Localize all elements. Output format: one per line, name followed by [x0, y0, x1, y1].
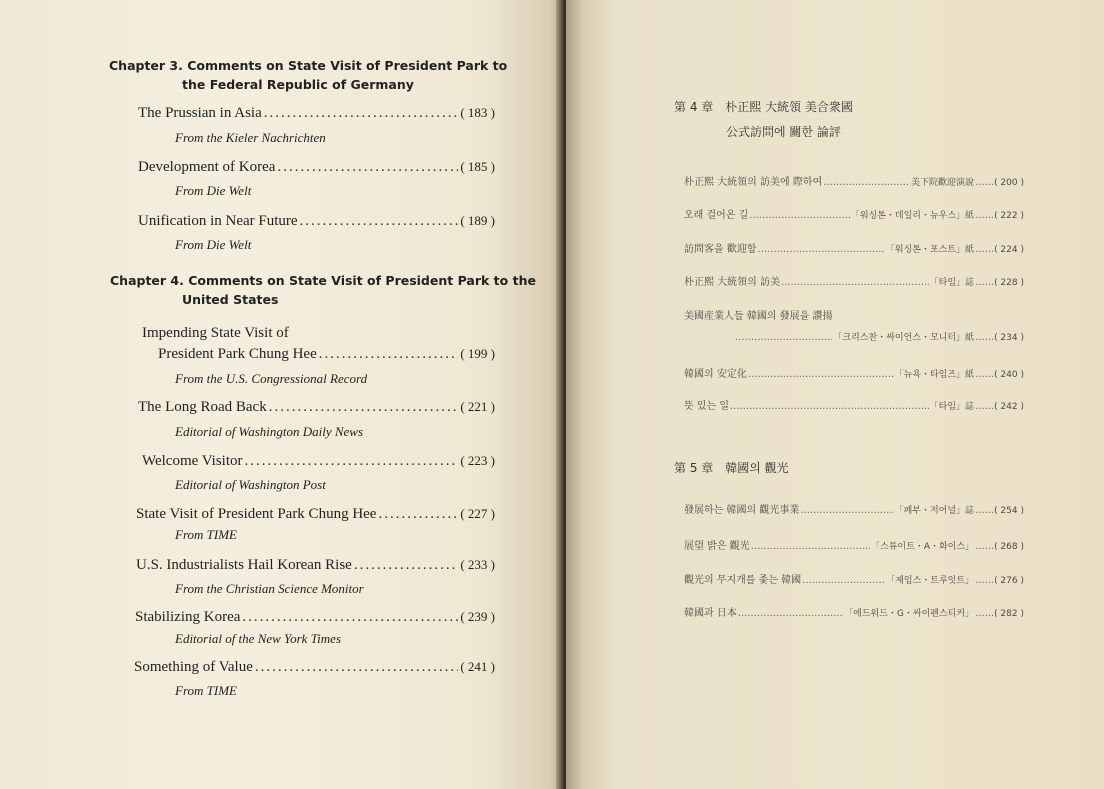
entry-publisher: 「워싱톤・포스트」紙	[885, 245, 975, 255]
entry-title: 美國産業人들 韓國의 發展을 讚揚	[684, 311, 833, 322]
page-number: ( 199 )	[460, 346, 495, 361]
page-number: ( 239 )	[460, 609, 495, 624]
entry-source: From TIME	[175, 683, 237, 698]
toc-entry	[158, 346, 495, 363]
entry-title: Unification in Near Future	[138, 213, 298, 229]
page-number: ( 227 )	[460, 506, 495, 521]
toc-entry	[134, 659, 495, 676]
toc-entry	[684, 604, 1024, 619]
page-number: ( 221 )	[460, 399, 495, 414]
entry-source: From the Christian Science Monitor	[175, 581, 364, 596]
page-number: ( 242 )	[994, 402, 1024, 412]
toc-entry	[684, 240, 1024, 255]
entry-source: From TIME	[175, 527, 237, 542]
entry-source: Editorial of the New York Times	[175, 631, 342, 646]
entry-source: From the U.S. Congressional Record	[175, 371, 368, 386]
entry-title: 朴正熙 大統領의 訪美	[684, 277, 781, 288]
page-number: ( 268 )	[994, 542, 1024, 552]
entry-source: Editorial of Washington Daily News	[175, 424, 364, 439]
toc-entry	[684, 365, 1024, 380]
chapter-4-korean-title: 第 4 章 朴正熙 大統領 美合衆國	[674, 100, 853, 114]
toc-entry	[138, 105, 495, 122]
entry-publisher: 美下院歡迎演說	[911, 178, 975, 188]
entry-title: President Park Chung Hee	[158, 346, 317, 362]
chapter-4-korean-title-cont: 公式訪問에 關한 論評	[726, 125, 841, 139]
entry-title: 오래 걸어온 길	[684, 210, 749, 221]
entry-publisher: 「타임」誌	[929, 402, 975, 412]
toc-entry	[138, 213, 495, 230]
toc-entry-title-line	[684, 307, 833, 322]
toc-entry	[136, 506, 495, 523]
entry-title: 訪問客을 歡迎함	[684, 244, 757, 255]
toc-entry	[684, 571, 1024, 586]
entry-source: Editorial of Washington Post	[175, 477, 326, 492]
page-number: ( 223 )	[460, 453, 495, 468]
entry-source: From the Kieler Nachrichten	[175, 130, 326, 145]
toc-entry	[684, 273, 1024, 288]
toc-entry	[136, 557, 495, 574]
entry-title: U.S. Industrialists Hail Korean Rise	[136, 557, 352, 573]
entry-title: The Long Road Back	[138, 399, 267, 415]
toc-entry	[734, 330, 1024, 343]
entry-title: 韓國의 安定化	[684, 369, 747, 380]
entry-title: 展望 밝은 觀光	[684, 541, 750, 552]
page-number: ( 228 )	[994, 278, 1024, 288]
page-number: ( 254 )	[994, 506, 1024, 516]
entry-title: The Prussian in Asia	[138, 105, 262, 121]
entry-source: From Die Welt	[175, 237, 252, 252]
page-number: ( 276 )	[994, 576, 1024, 586]
entry-title: Stabilizing Korea	[135, 609, 241, 625]
toc-entry	[684, 537, 1024, 552]
page-number: ( 282 )	[994, 609, 1024, 619]
page-number: ( 224 )	[994, 245, 1024, 255]
chapter-4-title: Chapter 4. Comments on State Visit of President Park to the	[110, 273, 536, 288]
page-number: ( 189 )	[460, 213, 495, 228]
toc-entry	[138, 399, 495, 416]
entry-publisher: 「에드워드・G・싸이펜스티커」	[844, 609, 975, 619]
toc-entry	[138, 159, 495, 176]
chapter-4-title-cont: United States	[182, 292, 279, 307]
entry-publisher: 「페부・저어널」誌	[894, 506, 975, 516]
page-number: ( 240 )	[994, 370, 1024, 380]
page-number: ( 183 )	[460, 105, 495, 120]
toc-entry	[135, 609, 495, 626]
entry-title: Welcome Visitor	[142, 453, 243, 469]
entry-title: 觀光의 무지개를 좇는 韓國	[684, 575, 802, 586]
chapter-3-title: Chapter 3. Comments on State Visit of President Park to	[109, 58, 508, 73]
page-number: ( 233 )	[460, 557, 495, 572]
entry-source: From Die Welt	[175, 183, 252, 198]
entry-publisher: 「크리스찬・싸이언스・모니터」紙	[833, 333, 975, 343]
chapter-3-title-cont: the Federal Republic of Germany	[182, 77, 414, 92]
page-number: ( 200 )	[994, 178, 1024, 188]
chapter-5-korean-title: 第 5 章 韓國의 觀光	[674, 461, 789, 475]
page-number: ( 185 )	[460, 159, 495, 174]
entry-title: Development of Korea	[138, 159, 276, 175]
toc-entry	[684, 206, 1024, 221]
entry-publisher: 「워싱톤・데일리・뉴우스」紙	[850, 211, 975, 221]
toc-entry	[684, 397, 1024, 412]
entry-title: 朴正熙 大統領의 訪美에 際하여	[684, 177, 823, 188]
entry-publisher: 「타임」誌	[929, 278, 975, 288]
entry-title-line1: Impending State Visit of	[142, 325, 289, 341]
right-page	[566, 0, 1104, 789]
toc-entry	[684, 173, 1024, 188]
entry-title: State Visit of President Park Chung Hee	[136, 506, 377, 522]
entry-publisher: 「뉴욕・타임즈」紙	[894, 370, 975, 380]
entry-title: Something of Value	[134, 659, 253, 675]
entry-title: 韓國과 日本	[684, 608, 737, 619]
entry-title: 뜻 있는 일	[684, 401, 729, 412]
toc-entry	[142, 453, 495, 470]
toc-entry	[684, 501, 1024, 516]
page-number: ( 234 )	[994, 333, 1024, 343]
entry-publisher: 「제임스・트루잇트」	[886, 576, 975, 586]
page-number: ( 222 )	[994, 211, 1024, 221]
entry-title: 發展하는 韓國의 觀光事業	[684, 505, 800, 516]
entry-publisher: 「스튜이트・A・화이스」	[871, 542, 975, 552]
page-number: ( 241 )	[460, 659, 495, 674]
